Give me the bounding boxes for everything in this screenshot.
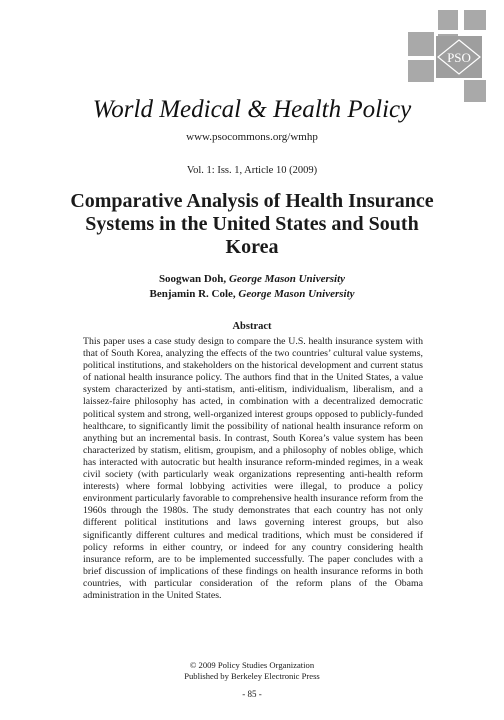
journal-url[interactable]: www.psocommons.org/wmhp	[186, 131, 318, 143]
pso-logo-mark	[408, 10, 488, 106]
pso-logo	[408, 10, 488, 106]
journal-title: World Medical & Health Policy	[92, 96, 412, 123]
abstract-heading: Abstract	[232, 321, 272, 332]
author-name: Soogwan Doh,	[158, 273, 227, 285]
author-affiliation: George Mason University	[228, 273, 346, 285]
author-line	[0, 272, 504, 287]
page-number: - 85 -	[242, 689, 262, 699]
article-title: Comparative Analysis of Health Insurance Systems in the United States and South Korea	[70, 190, 434, 258]
author-affiliation: George Mason University	[238, 288, 355, 300]
footer	[0, 660, 504, 682]
copyright-notice: © 2009 Policy Studies Organization	[189, 660, 315, 670]
publisher-notice: Published by Berkeley Electronic Press	[184, 671, 320, 681]
author-name: Benjamin R. Cole,	[149, 288, 236, 300]
author-line	[0, 287, 504, 302]
abstract-text: This paper uses a case study design to compare the U.S. health insurance system with that of South Korea, analyzing the effects of the two countries’ cultural value systems, political institutions, and stakeholders on the historical development and current status of national health insurance policy. The authors find that in the United States, a value system characterized by anti-statism, anti-elitism, individualism, liberalism, and a laissez-faire philosophy has acted, in combination with a decentralized democratic political system and strong, well-organized interest groups opposed to publicly-funded healthcare, to significantly limit the possibility of national health insurance reform on anything but an incremental basis. In contrast, South Korea’s value system has been characterized by statism, elitism, groupism, and a philosophy of nobles oblige, which has interacted with autocratic but health insurance reform-minded regimes, in a weak civil society (with particularly weak organizations representing anti-health reform interests) where formal lobbying activities were illegal, to produce a policy environment particularly favorable to comprehensive health insurance reform from the 1960s through the 1980s. The study demonstrates that each country has not only different political institutions and laws governing interest groups, but also significantly different cultures and medical traditions, which must be considered if policy reforms in either country, or indeed for any country considering health insurance reform, are to be implemented successfully. The paper concludes with a brief discussion of implications of these findings on health insurance reforms in both countries, with particular consideration of the reform plans of the Obama administration in the United States.	[83, 336, 423, 601]
volume-info: Vol. 1: Iss. 1, Article 10 (2009)	[186, 165, 318, 176]
author-list	[0, 272, 504, 302]
pso-logo-text: PSO	[447, 50, 471, 65]
